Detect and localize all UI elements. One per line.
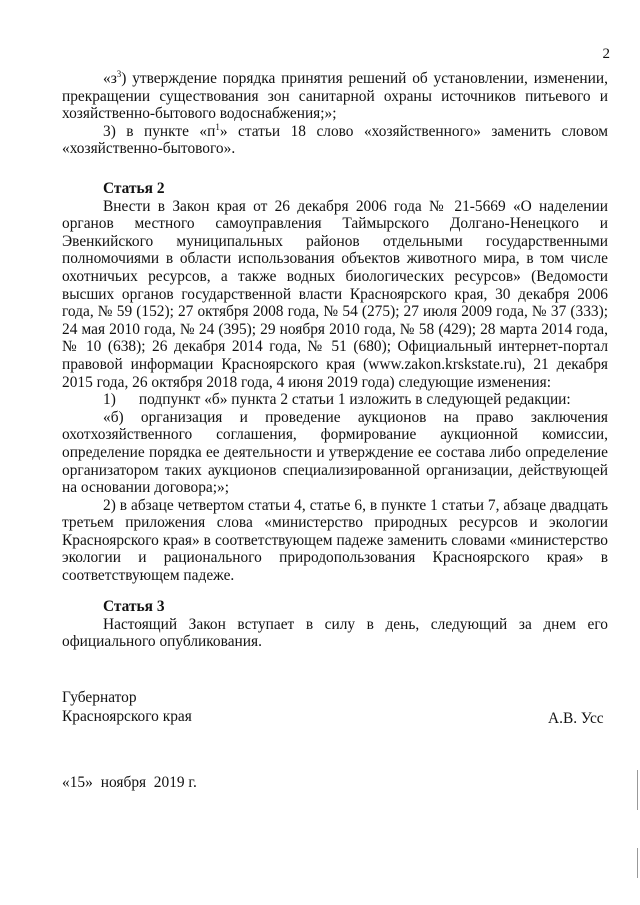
scan-edge-mark (637, 848, 638, 878)
signing-date (62, 774, 197, 792)
scan-edge-mark (637, 770, 638, 810)
article-2-item1: 1) подпункт «б» пункта 2 статьи 1 изложить в следующей редакции: (103, 391, 571, 409)
article-2-heading: Статья 2 (103, 180, 165, 197)
article-3-heading: Статья 3 (103, 598, 165, 615)
paragraph-item3: 3) в пункте «$п^1$» статьи 18 слово «хозяйственного» заменить словом «хозяйственно-бытового». (62, 121, 608, 158)
signature-name: А.В. Усс (548, 710, 604, 727)
article-3-text: Настоящий Закон вступает в силу в день, следующий за днем его официального опубликования. (62, 615, 608, 651)
signature-title-line1: Губернатор (62, 689, 137, 706)
article-2-item1-text: «б) организация и проведение аукционов на право заключения охотхозяйственного соглашения, формирование аукционной комиссии, определение порядка ее деятельности и утверждение ее состава либо определение организатором таких аукционов специализированной организации, действующей на основании договора;»; (62, 408, 608, 497)
superscript: 1 (215, 121, 220, 132)
article-3 (62, 598, 608, 651)
signature-title (62, 688, 192, 726)
superscript: 3 (116, 69, 122, 79)
paragraph-z3: «$з^3$) утверждение порядка принятия решений об установлении, изменении, прекращении существования зон санитарной охраны источников питьевого и хозяйственно-бытового водоснабжения;»; (62, 69, 608, 123)
date-month-year: ноября 2019 г. (100, 774, 197, 791)
article1-continuation (62, 70, 608, 158)
signature-title-line2: Красноярского края (62, 708, 192, 725)
date-day: «15» (62, 774, 93, 791)
page-number: 2 (602, 46, 610, 62)
article-2-intro: Внести в Закон края от 26 декабря 2006 года № 21-5669 «О наделении органов местного самоуправления Таймырского Долгано-Ненецкого и Эвенкийского муниципальных районов отдельными государственными полномочиями в области использования объектов животного мира, в том числе охотничьих ресурсов, а также водных биологических ресурсов» (Ведомости высших органов государственной власти Красноярского края, 30 декабря 2006 года, № 59 (152); 27 октября 2008 года, № 54 (275); 27 июля 2009 года, № 37 (333); 24 мая 2010 года, № 24 (395); 29 ноября 2010 года, № 58 (429); 28 марта 2014 года, № 10 (638); 26 декабря 2014 года, № 51 (680); Официальный интернет-портал правовой информации Красноярского края (www.zakon.krskstate.ru), 21 декабря 2015 года, 26 октября 2018 года, 4 июня 2019 года) следующие изменения: (62, 197, 608, 391)
article-2-item2: 2) в абзаце четвертом статьи 4, статье 6, в пункте 1 статьи 7, абзаце двадцать третьем приложения слова «министерство природных ресурсов и экологии Красноярского края» в соответствующем падеже заменить словами «министерство экологии и рационального природопользования Красноярского края» в соответствующем падеже. (62, 496, 608, 585)
article-2 (62, 180, 608, 585)
